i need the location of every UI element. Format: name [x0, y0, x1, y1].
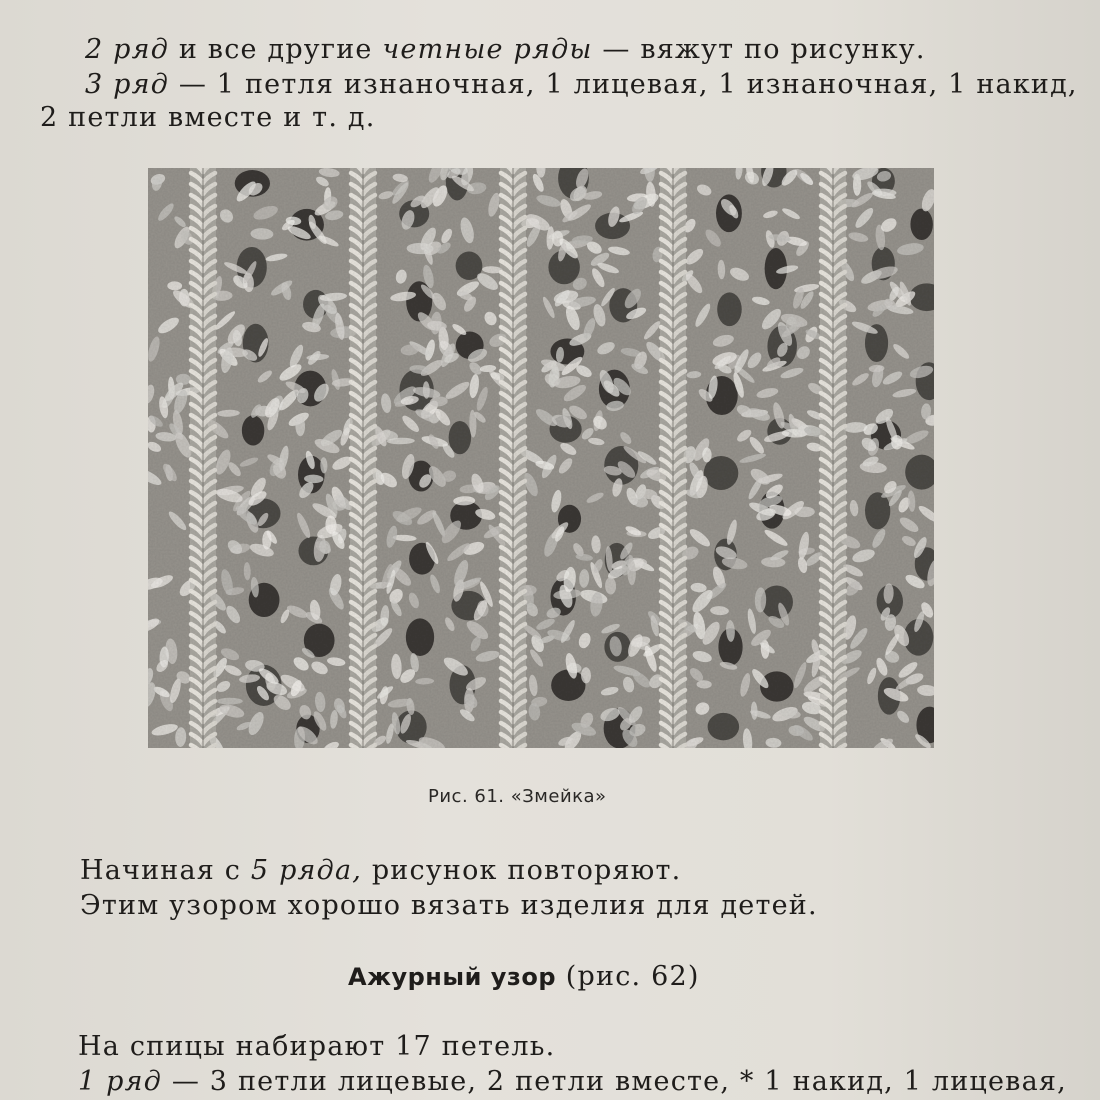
paragraph-row-1: [78, 1068, 1067, 1095]
italic-term: четные ряды: [382, 34, 593, 65]
text-fragment: — вяжут по рисунку.: [592, 34, 926, 65]
text-fragment: и все другие: [169, 34, 383, 65]
paragraph-row-2: [85, 36, 926, 63]
knit-texture: [148, 168, 934, 748]
row-label: 3 ряд: [85, 69, 170, 100]
text-fragment: — 1 петля изнаночная, 1 лицевая, 1 изнаночная, 1 накид,: [169, 69, 1078, 100]
paragraph-children: [80, 892, 818, 919]
paragraph-row-3-continued: [40, 104, 376, 131]
text-fragment: Этим узором хорошо вязать изделия для детей.: [80, 890, 818, 921]
heading-title: Ажурный узор: [348, 963, 556, 991]
text-fragment: На спицы набирают 17 петель.: [78, 1031, 556, 1062]
text-fragment: рисунок повторяют.: [362, 855, 682, 886]
italic-term: 5 ряда,: [250, 855, 363, 886]
figure-caption: Рис. 61. «Змейка»: [428, 786, 607, 807]
row-label: 1 ряд: [78, 1066, 163, 1097]
text-fragment: — 3 петли лицевые, 2 петли вместе, * 1 накид, 1 лицевая,: [162, 1066, 1067, 1097]
paragraph-row-3: [85, 71, 1078, 98]
row-label: 2 ряд: [85, 34, 170, 65]
text-fragment: Начиная с: [80, 855, 251, 886]
text-fragment: 2 петли вместе и т. д.: [40, 102, 376, 133]
knitting-pattern-photo: [148, 168, 934, 748]
paragraph-repeat: [80, 857, 681, 884]
section-heading: [348, 963, 700, 990]
paragraph-cast-on: [78, 1033, 555, 1060]
heading-reference: (рис. 62): [556, 961, 700, 992]
